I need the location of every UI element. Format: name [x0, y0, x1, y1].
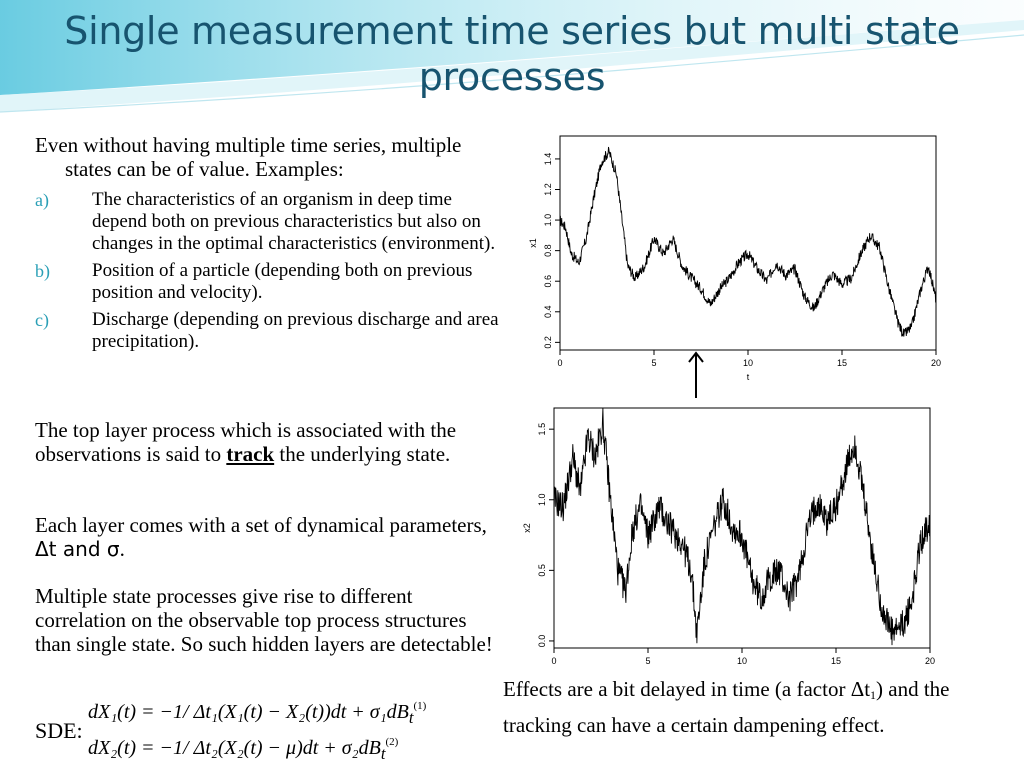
track-text-after: the underlying state.: [274, 442, 451, 466]
sde-equation-1: [88, 700, 426, 728]
caption-subscript: 1: [870, 688, 877, 702]
layer-paragraph: [35, 513, 505, 561]
sde-eq1-sub: t: [408, 708, 414, 727]
list-marker: b): [35, 261, 50, 281]
list-item: [35, 260, 505, 304]
y-tick-label: 1.0: [543, 213, 553, 227]
layer-text-before: Each layer comes with a set of dynamical parameters,: [35, 513, 487, 537]
y-tick-label: 0.2: [543, 336, 553, 349]
intro-block: [35, 133, 505, 358]
x-tick-label: 0: [557, 358, 563, 368]
x-tick-label: 5: [645, 656, 651, 666]
series-line: [554, 408, 930, 645]
x-tick-label: 15: [830, 656, 842, 666]
sde-equation-2: [88, 736, 398, 764]
x-tick-label: 20: [924, 656, 936, 666]
sde-label: SDE:: [35, 718, 83, 743]
plot-frame: [554, 408, 930, 648]
list-item: [35, 189, 505, 255]
y-tick-label: 1.0: [537, 493, 547, 507]
y-axis-label: x2: [522, 523, 532, 533]
list-item: [35, 309, 505, 353]
and-word: and: [56, 537, 107, 561]
caption-text-a: Effects are a bit delayed in time (a factor Δt: [503, 677, 871, 701]
list-marker: a): [35, 190, 49, 210]
chart-x2: [506, 400, 952, 670]
x-tick-label: 15: [836, 358, 848, 368]
y-tick-label: 1.4: [543, 152, 553, 166]
sde-equation-2-text: dX₂(t) = −1/ Δt₂(X₂(t) − μ)dt + σ₂dB: [88, 737, 381, 759]
y-tick-label: 1.2: [543, 183, 553, 196]
arrow-up-icon: [686, 350, 706, 400]
delta-t-symbol: Δt: [35, 537, 57, 561]
y-tick-label: 1.5: [537, 422, 547, 436]
y-axis-label: x1: [528, 238, 538, 248]
x-tick-label: 10: [742, 358, 754, 368]
track-keyword: track: [226, 442, 275, 466]
y-tick-label: 0.6: [543, 274, 553, 288]
list-item-text: Discharge (depending on previous discharge and area precipitation).: [92, 309, 499, 352]
track-paragraph: [35, 418, 505, 466]
x-tick-label: 0: [551, 656, 557, 666]
chart-x1: [506, 122, 952, 384]
list-marker: c): [35, 310, 49, 330]
track-text-before: The top layer process which is associated with the observations is said to: [35, 418, 457, 466]
sde-eq2-sup: (2): [385, 736, 399, 748]
sigma-symbol: σ: [106, 537, 120, 561]
intro-text: Even without having multiple time series, multiple states can be of value. Examples:: [35, 133, 462, 181]
caption: [503, 674, 1003, 740]
list-item-text: Position of a particle (depending both on previous position and velocity).: [92, 260, 473, 303]
plot-x1: [506, 122, 952, 384]
x-tick-label: 10: [736, 656, 748, 666]
caption-text-b: ) and the tracking can have a certain dampening effect.: [503, 677, 950, 737]
y-tick-label: 0.0: [537, 634, 547, 648]
y-tick-label: 0.8: [543, 244, 553, 257]
x-tick-label: 20: [930, 358, 942, 368]
y-tick-label: 0.5: [537, 564, 547, 577]
plot-x2: [506, 400, 952, 670]
layer-text-end: .: [119, 537, 125, 561]
list-item-text: The characteristics of an organism in deep time depend both on previous characteristics but also on changes in the optimal characteristics (environment).: [92, 189, 496, 254]
slide-title: Single measurement time series but multi state processes: [64, 9, 960, 99]
sde-eq1-sup: (1): [413, 700, 427, 712]
sde-equation-1-text: dX₁(t) = −1/ Δt₁(X₁(t) − X₂(t))dt + σ₁dB: [88, 701, 409, 723]
sde-eq2-sub: t: [380, 744, 386, 763]
x-axis-label: t: [746, 372, 750, 382]
examples-list: [35, 189, 505, 353]
x-tick-label: 5: [651, 358, 657, 368]
multi-state-paragraph: Multiple state processes give rise to different correlation on the observable top process structures than single state. So such hidden layers are detectable!: [35, 584, 493, 656]
y-tick-label: 0.4: [543, 305, 553, 319]
series-line: [560, 147, 936, 337]
